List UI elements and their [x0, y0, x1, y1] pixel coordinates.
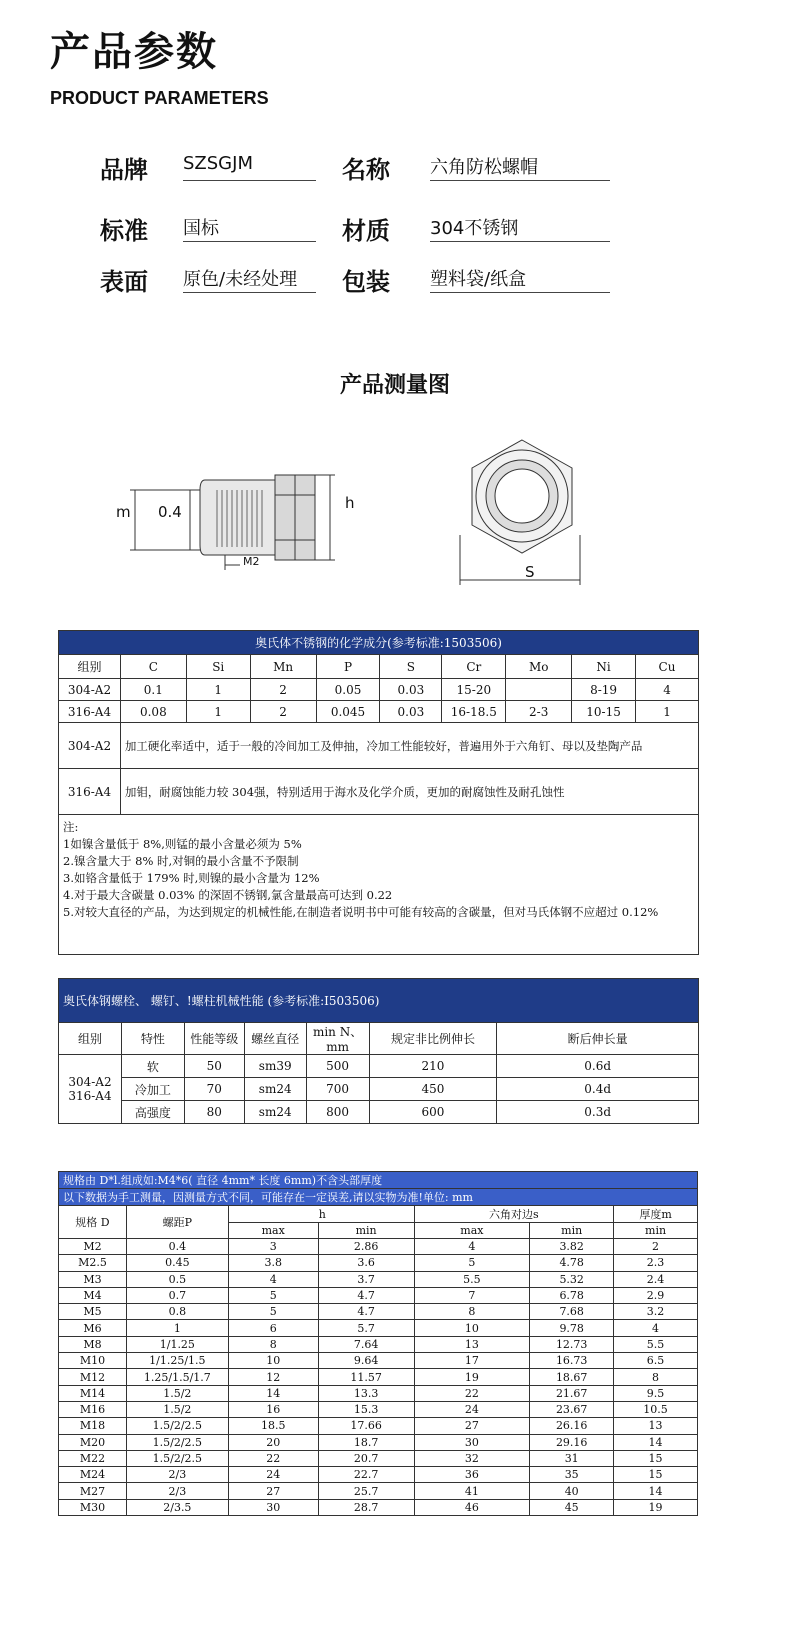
chem-header: Ni [572, 655, 636, 679]
spec-cell: 2.3 [614, 1255, 698, 1271]
spec-subheader: max [228, 1223, 318, 1239]
table-row [59, 1101, 699, 1124]
spec-cell: 19 [614, 1499, 698, 1515]
chem-header: Mo [506, 655, 572, 679]
mech-cell: 210 [369, 1055, 497, 1078]
table-row [59, 1418, 698, 1434]
chem-desc-text: 加工硬化率适中，适于一般的冷间加工及伸抽，冷加工性能较好，普遍用外于六角钉、母以及垫陶产品 [120, 723, 698, 769]
spec-cell: 14 [614, 1483, 698, 1499]
table-row [59, 1239, 698, 1255]
spec-cell: 21.67 [530, 1385, 614, 1401]
spec-cell: 5.32 [530, 1271, 614, 1287]
spec-header-s: 六角对边s [414, 1206, 614, 1223]
spec-note-line1: 规格由 D*l.组成如:M4*6( 直径 4mm* 长度 6mm)不含头部厚度 [59, 1172, 698, 1189]
note-line: 2.镍含量大于 8% 时,对铜的最小含量不予限制 [63, 854, 299, 868]
chemical-composition-table [58, 630, 699, 955]
spec-cell: 5 [228, 1287, 318, 1303]
spec-cell: 7.68 [530, 1304, 614, 1320]
spec-cell: 1.25/1.5/1.7 [126, 1369, 228, 1385]
spec-cell: 15.3 [318, 1401, 414, 1417]
spec-cell: 36 [414, 1467, 530, 1483]
spec-cell: 12 [228, 1369, 318, 1385]
dim-label-0-4: 0.4 [158, 503, 182, 521]
spec-cell: 30 [228, 1499, 318, 1515]
spec-cell: 5.7 [318, 1320, 414, 1336]
table-row [59, 1287, 698, 1303]
table-row [59, 1483, 698, 1499]
spec-cell: 9.5 [614, 1385, 698, 1401]
spec-cell: 28.7 [318, 1499, 414, 1515]
spec-cell: 9.64 [318, 1353, 414, 1369]
mech-group [59, 1055, 122, 1124]
spec-cell: 4.7 [318, 1287, 414, 1303]
chem-cell: 4 [636, 679, 699, 701]
mech-cell: 500 [306, 1055, 369, 1078]
spec-cell: M10 [59, 1353, 127, 1369]
mech-header: 特性 [121, 1023, 184, 1055]
spec-subheader: min [318, 1223, 414, 1239]
spec-header-m: 厚度m [614, 1206, 698, 1223]
spec-cell: 1/1.25/1.5 [126, 1353, 228, 1369]
mech-cell: 600 [369, 1101, 497, 1124]
spec-cell: 5 [414, 1255, 530, 1271]
table-row [59, 1353, 698, 1369]
spec-cell: 0.4 [126, 1239, 228, 1255]
spec-cell: 41 [414, 1483, 530, 1499]
param-label-surface: 表面 [100, 268, 148, 296]
spec-cell: 2 [614, 1239, 698, 1255]
mech-header: min N、mm [306, 1023, 369, 1055]
spec-cell: 0.45 [126, 1255, 228, 1271]
spec-cell: 4 [614, 1320, 698, 1336]
spec-cell: 4.78 [530, 1255, 614, 1271]
spec-cell: 5.5 [614, 1336, 698, 1352]
mech-cell: 800 [306, 1101, 369, 1124]
spec-cell: 19 [414, 1369, 530, 1385]
mech-cell: 70 [184, 1078, 244, 1101]
spec-cell: 10 [414, 1320, 530, 1336]
spec-cell: 22.7 [318, 1467, 414, 1483]
spec-cell: 1.5/2/2.5 [126, 1418, 228, 1434]
mech-cell: 80 [184, 1101, 244, 1124]
spec-cell: 27 [228, 1483, 318, 1499]
spec-cell: M2 [59, 1239, 127, 1255]
spec-cell: 7.64 [318, 1336, 414, 1352]
chem-desc-grade: 304-A2 [59, 723, 121, 769]
spec-cell: M16 [59, 1401, 127, 1417]
mech-group-label: 316-A4 [68, 1089, 112, 1103]
param-value-material: 304不锈钢 [430, 214, 610, 242]
table-row [59, 1336, 698, 1352]
param-value-name: 六角防松螺帽 [430, 153, 610, 181]
chem-header: P [316, 655, 380, 679]
chem-header: Mn [250, 655, 316, 679]
mech-header: 性能等级 [184, 1023, 244, 1055]
nut-side-view-diagram [105, 455, 375, 580]
mech-cell: 软 [121, 1055, 184, 1078]
spec-cell: 27 [414, 1418, 530, 1434]
spec-cell: M4 [59, 1287, 127, 1303]
spec-cell: 23.67 [530, 1401, 614, 1417]
mech-cell: 0.6d [497, 1055, 699, 1078]
param-label-material: 材质 [342, 217, 390, 245]
spec-cell: 12.73 [530, 1336, 614, 1352]
dim-label-s: S [525, 563, 535, 581]
spec-cell: M8 [59, 1336, 127, 1352]
note-line: 3.如铬含量低于 179% 时,则镍的最小含量为 12% [63, 871, 320, 885]
spec-cell: 4 [414, 1239, 530, 1255]
spec-cell: 8 [228, 1336, 318, 1352]
spec-cell: 1 [126, 1320, 228, 1336]
spec-cell: 20 [228, 1434, 318, 1450]
param-value-surface: 原色/未经处理 [183, 265, 316, 293]
table-row [59, 701, 699, 723]
table-row [59, 1271, 698, 1287]
note-line: 4.对于最大含碳量 0.03% 的深固不锈钢,氯含量最高可达到 0.22 [63, 888, 393, 902]
chem-cell: 2 [250, 701, 316, 723]
spec-cell: 3.8 [228, 1255, 318, 1271]
spec-cell: 1.5/2 [126, 1401, 228, 1417]
spec-cell: 10 [228, 1353, 318, 1369]
spec-cell: 4 [228, 1271, 318, 1287]
spec-cell: 3.6 [318, 1255, 414, 1271]
mech-cell: 高强度 [121, 1101, 184, 1124]
mech-header: 组别 [59, 1023, 122, 1055]
table-row [59, 1499, 698, 1515]
chem-cell: 0.03 [380, 679, 442, 701]
table-row [59, 1467, 698, 1483]
table-row [59, 1385, 698, 1401]
spec-cell: 13 [414, 1336, 530, 1352]
spec-cell: 2.4 [614, 1271, 698, 1287]
chem-header: Si [186, 655, 250, 679]
spec-header-pitch: 螺距P [126, 1206, 228, 1239]
param-value-standard: 国标 [183, 214, 316, 242]
chem-cell: 16-18.5 [442, 701, 506, 723]
mech-cell: 冷加工 [121, 1078, 184, 1101]
spec-cell: M5 [59, 1304, 127, 1320]
page-subtitle: PRODUCT PARAMETERS [50, 88, 269, 108]
spec-cell: 2/3 [126, 1467, 228, 1483]
spec-subheader: min [614, 1223, 698, 1239]
spec-cell: M3 [59, 1271, 127, 1287]
spec-cell: 14 [228, 1385, 318, 1401]
spec-cell: 2/3 [126, 1483, 228, 1499]
spec-cell: 0.5 [126, 1271, 228, 1287]
spec-cell: 22 [228, 1450, 318, 1466]
dim-label-m2: M2 [243, 555, 260, 568]
chem-cell: 304-A2 [59, 679, 121, 701]
spec-cell: 31 [530, 1450, 614, 1466]
spec-cell: 15 [614, 1467, 698, 1483]
table-row [59, 1304, 698, 1320]
chem-cell: 0.045 [316, 701, 380, 723]
mech-cell: 0.3d [497, 1101, 699, 1124]
table-row [59, 723, 699, 769]
chem-header: Cr [442, 655, 506, 679]
spec-cell: M18 [59, 1418, 127, 1434]
spec-cell: 18.67 [530, 1369, 614, 1385]
chem-cell: 2-3 [506, 701, 572, 723]
spec-cell: 29.16 [530, 1434, 614, 1450]
spec-cell: 17 [414, 1353, 530, 1369]
chem-cell: 0.05 [316, 679, 380, 701]
mech-cell: 0.4d [497, 1078, 699, 1101]
chem-cell [506, 679, 572, 701]
note-line: 1如镍含量低于 8%,则锰的最小含量必须为 5% [63, 837, 302, 851]
mech-header: 规定非比例伸长 [369, 1023, 497, 1055]
spec-cell: 0.7 [126, 1287, 228, 1303]
dim-label-h: h [345, 494, 355, 512]
spec-header-size: 规格 D [59, 1206, 127, 1239]
chem-cell: 8-19 [572, 679, 636, 701]
mech-table-title: 奥氏体钢螺栓、 螺钉、!螺柱机械性能 (参考标准:I503506) [59, 979, 699, 1023]
spec-note-line2: 以下数据为手工测量，因测量方式不同，可能存在一定误差,请以实物为准!单位: mm [59, 1189, 698, 1206]
spec-cell: 6.5 [614, 1353, 698, 1369]
chem-cell: 316-A4 [59, 701, 121, 723]
note-line: 注: [63, 820, 79, 834]
spec-cell: 18.7 [318, 1434, 414, 1450]
spec-cell: 8 [414, 1304, 530, 1320]
spec-cell: 1.5/2 [126, 1385, 228, 1401]
spec-header-h: h [228, 1206, 414, 1223]
spec-cell: 24 [414, 1401, 530, 1417]
spec-cell: 32 [414, 1450, 530, 1466]
spec-cell: 16.73 [530, 1353, 614, 1369]
spec-cell: 9.78 [530, 1320, 614, 1336]
spec-cell: 15 [614, 1450, 698, 1466]
spec-cell: 1/1.25 [126, 1336, 228, 1352]
chem-desc-text: 加钼，耐腐蚀能力较 304强，特别适用于海水及化学介质，更加的耐腐蚀性及耐孔蚀性 [120, 769, 698, 815]
spec-cell: 17.66 [318, 1418, 414, 1434]
chem-cell: 1 [186, 701, 250, 723]
spec-cell: M14 [59, 1385, 127, 1401]
mechanical-property-table [58, 978, 699, 1124]
mech-cell: sm39 [244, 1055, 306, 1078]
param-label-standard: 标准 [100, 217, 148, 245]
spec-cell: 1.5/2/2.5 [126, 1434, 228, 1450]
chem-cell: 1 [186, 679, 250, 701]
spec-cell: M6 [59, 1320, 127, 1336]
spec-cell: 3.7 [318, 1271, 414, 1287]
dim-label-m: m [116, 503, 131, 521]
spec-cell: 18.5 [228, 1418, 318, 1434]
spec-cell: 30 [414, 1434, 530, 1450]
spec-cell: 5 [228, 1304, 318, 1320]
spec-cell: 6 [228, 1320, 318, 1336]
chem-cell: 0.08 [120, 701, 186, 723]
measure-title: 产品测量图 [339, 373, 450, 398]
chem-cell: 2 [250, 679, 316, 701]
table-row [59, 1369, 698, 1385]
spec-cell: 7 [414, 1287, 530, 1303]
spec-cell: M2.5 [59, 1255, 127, 1271]
chem-header: S [380, 655, 442, 679]
spec-cell: M12 [59, 1369, 127, 1385]
chem-cell: 0.1 [120, 679, 186, 701]
chem-cell: 15-20 [442, 679, 506, 701]
mech-cell: sm24 [244, 1078, 306, 1101]
spec-cell: 3 [228, 1239, 318, 1255]
spec-cell: M30 [59, 1499, 127, 1515]
chem-notes [59, 815, 699, 955]
spec-cell: 4.7 [318, 1304, 414, 1320]
mech-cell: sm24 [244, 1101, 306, 1124]
mech-header: 螺丝直径 [244, 1023, 306, 1055]
spec-cell: 11.57 [318, 1369, 414, 1385]
spec-cell: 13.3 [318, 1385, 414, 1401]
param-value-package: 塑料袋/纸盒 [430, 265, 610, 293]
mech-cell: 50 [184, 1055, 244, 1078]
table-row [59, 1401, 698, 1417]
note-line: 5.对较大直径的产品，为达到规定的机械性能,在制造者说明书中可能有较高的含碳量，但对马氏体钢不应超过 0.12% [63, 905, 659, 919]
spec-cell: 2/3.5 [126, 1499, 228, 1515]
spec-cell: 1.5/2/2.5 [126, 1450, 228, 1466]
spec-cell: M27 [59, 1483, 127, 1499]
chem-cell: 1 [636, 701, 699, 723]
spec-cell: 5.5 [414, 1271, 530, 1287]
param-label-name: 名称 [342, 156, 390, 184]
spec-cell: 16 [228, 1401, 318, 1417]
chem-header: C [120, 655, 186, 679]
spec-cell: 46 [414, 1499, 530, 1515]
spec-cell: 8 [614, 1369, 698, 1385]
param-label-package: 包装 [342, 268, 390, 296]
spec-cell: 35 [530, 1467, 614, 1483]
spec-cell: 20.7 [318, 1450, 414, 1466]
chem-cell: 10-15 [572, 701, 636, 723]
mech-cell: 700 [306, 1078, 369, 1101]
size-spec-table [58, 1171, 698, 1516]
table-row [59, 1078, 699, 1101]
table-row [59, 1255, 698, 1271]
chem-header: Cu [636, 655, 699, 679]
table-row [59, 679, 699, 701]
table-row [59, 1434, 698, 1450]
spec-cell: 24 [228, 1467, 318, 1483]
spec-cell: 13 [614, 1418, 698, 1434]
spec-cell: 3.82 [530, 1239, 614, 1255]
table-row [59, 1450, 698, 1466]
spec-cell: 22 [414, 1385, 530, 1401]
spec-cell: 0.8 [126, 1304, 228, 1320]
spec-cell: 3.2 [614, 1304, 698, 1320]
spec-subheader: min [530, 1223, 614, 1239]
nut-top-view-diagram [455, 430, 590, 590]
spec-cell: M24 [59, 1467, 127, 1483]
chem-desc-grade: 316-A4 [59, 769, 121, 815]
spec-cell: 14 [614, 1434, 698, 1450]
spec-cell: 25.7 [318, 1483, 414, 1499]
spec-cell: 10.5 [614, 1401, 698, 1417]
spec-cell: 6.78 [530, 1287, 614, 1303]
mech-header: 断后伸长量 [497, 1023, 699, 1055]
spec-subheader: max [414, 1223, 530, 1239]
chem-table-title: 奥氏体不锈钢的化学成分(参考标准:1503506) [59, 631, 699, 655]
table-row [59, 1055, 699, 1078]
mech-cell: 450 [369, 1078, 497, 1101]
spec-cell: 40 [530, 1483, 614, 1499]
spec-cell: 2.86 [318, 1239, 414, 1255]
spec-cell: 26.16 [530, 1418, 614, 1434]
chem-header: 组别 [59, 655, 121, 679]
table-row [59, 1320, 698, 1336]
page-title: 产品参数 [50, 29, 218, 75]
spec-cell: M20 [59, 1434, 127, 1450]
spec-cell: M22 [59, 1450, 127, 1466]
param-label-brand: 品牌 [100, 156, 148, 184]
table-row [59, 769, 699, 815]
chem-cell: 0.03 [380, 701, 442, 723]
spec-cell: 2.9 [614, 1287, 698, 1303]
spec-cell: 45 [530, 1499, 614, 1515]
param-value-brand: SZSGJM [183, 153, 316, 181]
mech-group-label: 304-A2 [68, 1075, 112, 1089]
